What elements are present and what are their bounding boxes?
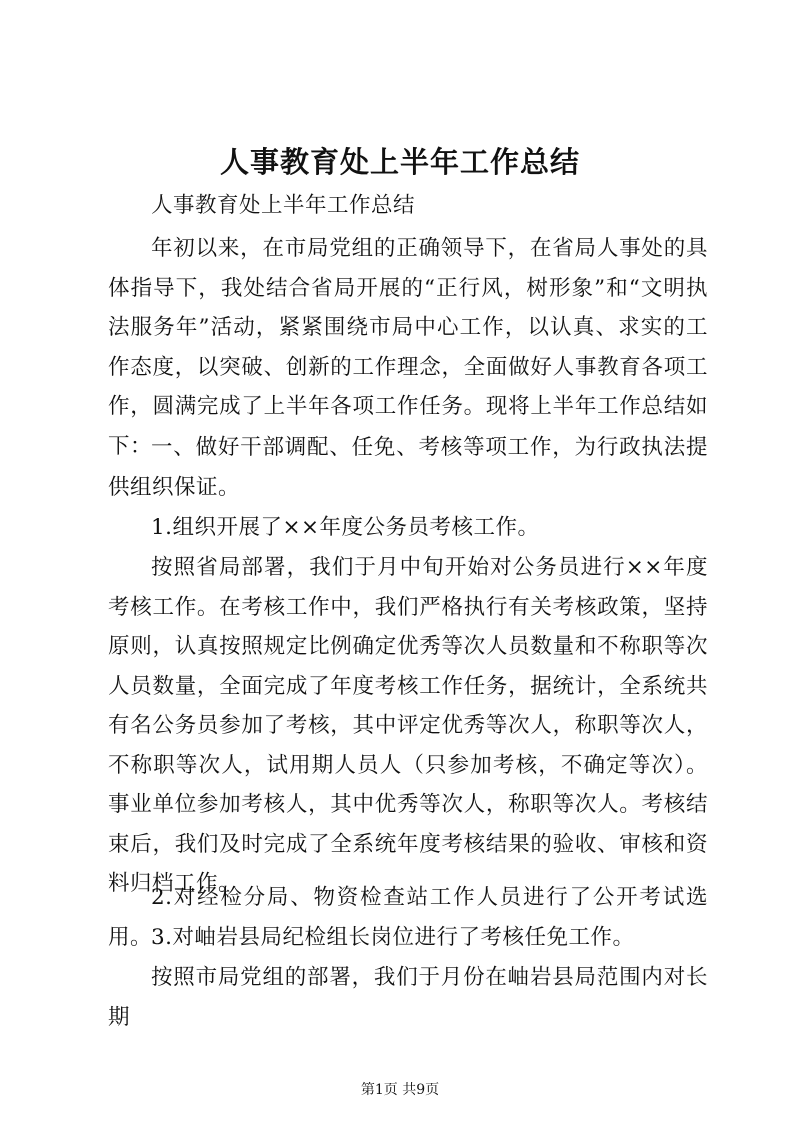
paragraph-item-1-body: 按照省局部署，我们于月中旬开始对公务员进行××年度考核工作。在考核工作中，我们严格执行有关考核政策，坚持原则，认真按照规定比例确定优秀等次人员数量和不称职等次人员数量，全面完成了年度考核工作任务，据统计，全系统共有名公务员参加了考核，其中评定优秀等次人，称职等次人，不称职等次人，试用期人员人（只参加考核，不确定等次）。事业单位参加考核人，其中优秀等次人，称职等次人。考核结束后，我们及时完成了全系统年度考核结果的验收、审核和资料归档工作。 (108, 555, 708, 896)
paragraph-item-3-body: 按照市局党组的部署，我们于月份在岫岩县局范围内对长期 (108, 965, 708, 1030)
document-title: 人事教育处上半年工作总结 (219, 145, 580, 179)
paragraph-subtitle: 人事教育处上半年工作总结 (151, 193, 416, 218)
paragraph-section-heading: 一、做好干部调配、任免、考核等项工作，为行政执法提供组织保证。 (108, 435, 708, 500)
paragraph-item-3-heading: 3.对岫岩县局纪检组长岗位进行了考核任免工作。 (151, 925, 635, 950)
paragraph-item-2-heading: 2.对经检分局、物资检查站工作人员进行了公开考试选用。 (108, 885, 708, 950)
paragraph-item-1-heading: 1.组织开展了××年度公务员考核工作。 (151, 515, 540, 540)
page-footer: 第1页 共9页 (360, 1082, 440, 1098)
paragraph-intro: 年初以来，在市局党组的正确领导下，在省局人事处的具体指导下，我处结合省局开展的“正行风，树形象”和“文明执法服务年”活动，紧紧围绕市局中心工作，以认真、求实的工作态度，以突破、创新的工作理念，全面做好人事教育各项工作，圆满完成了上半年各项工作任务。现将上半年工作总结如下： (108, 236, 708, 459)
